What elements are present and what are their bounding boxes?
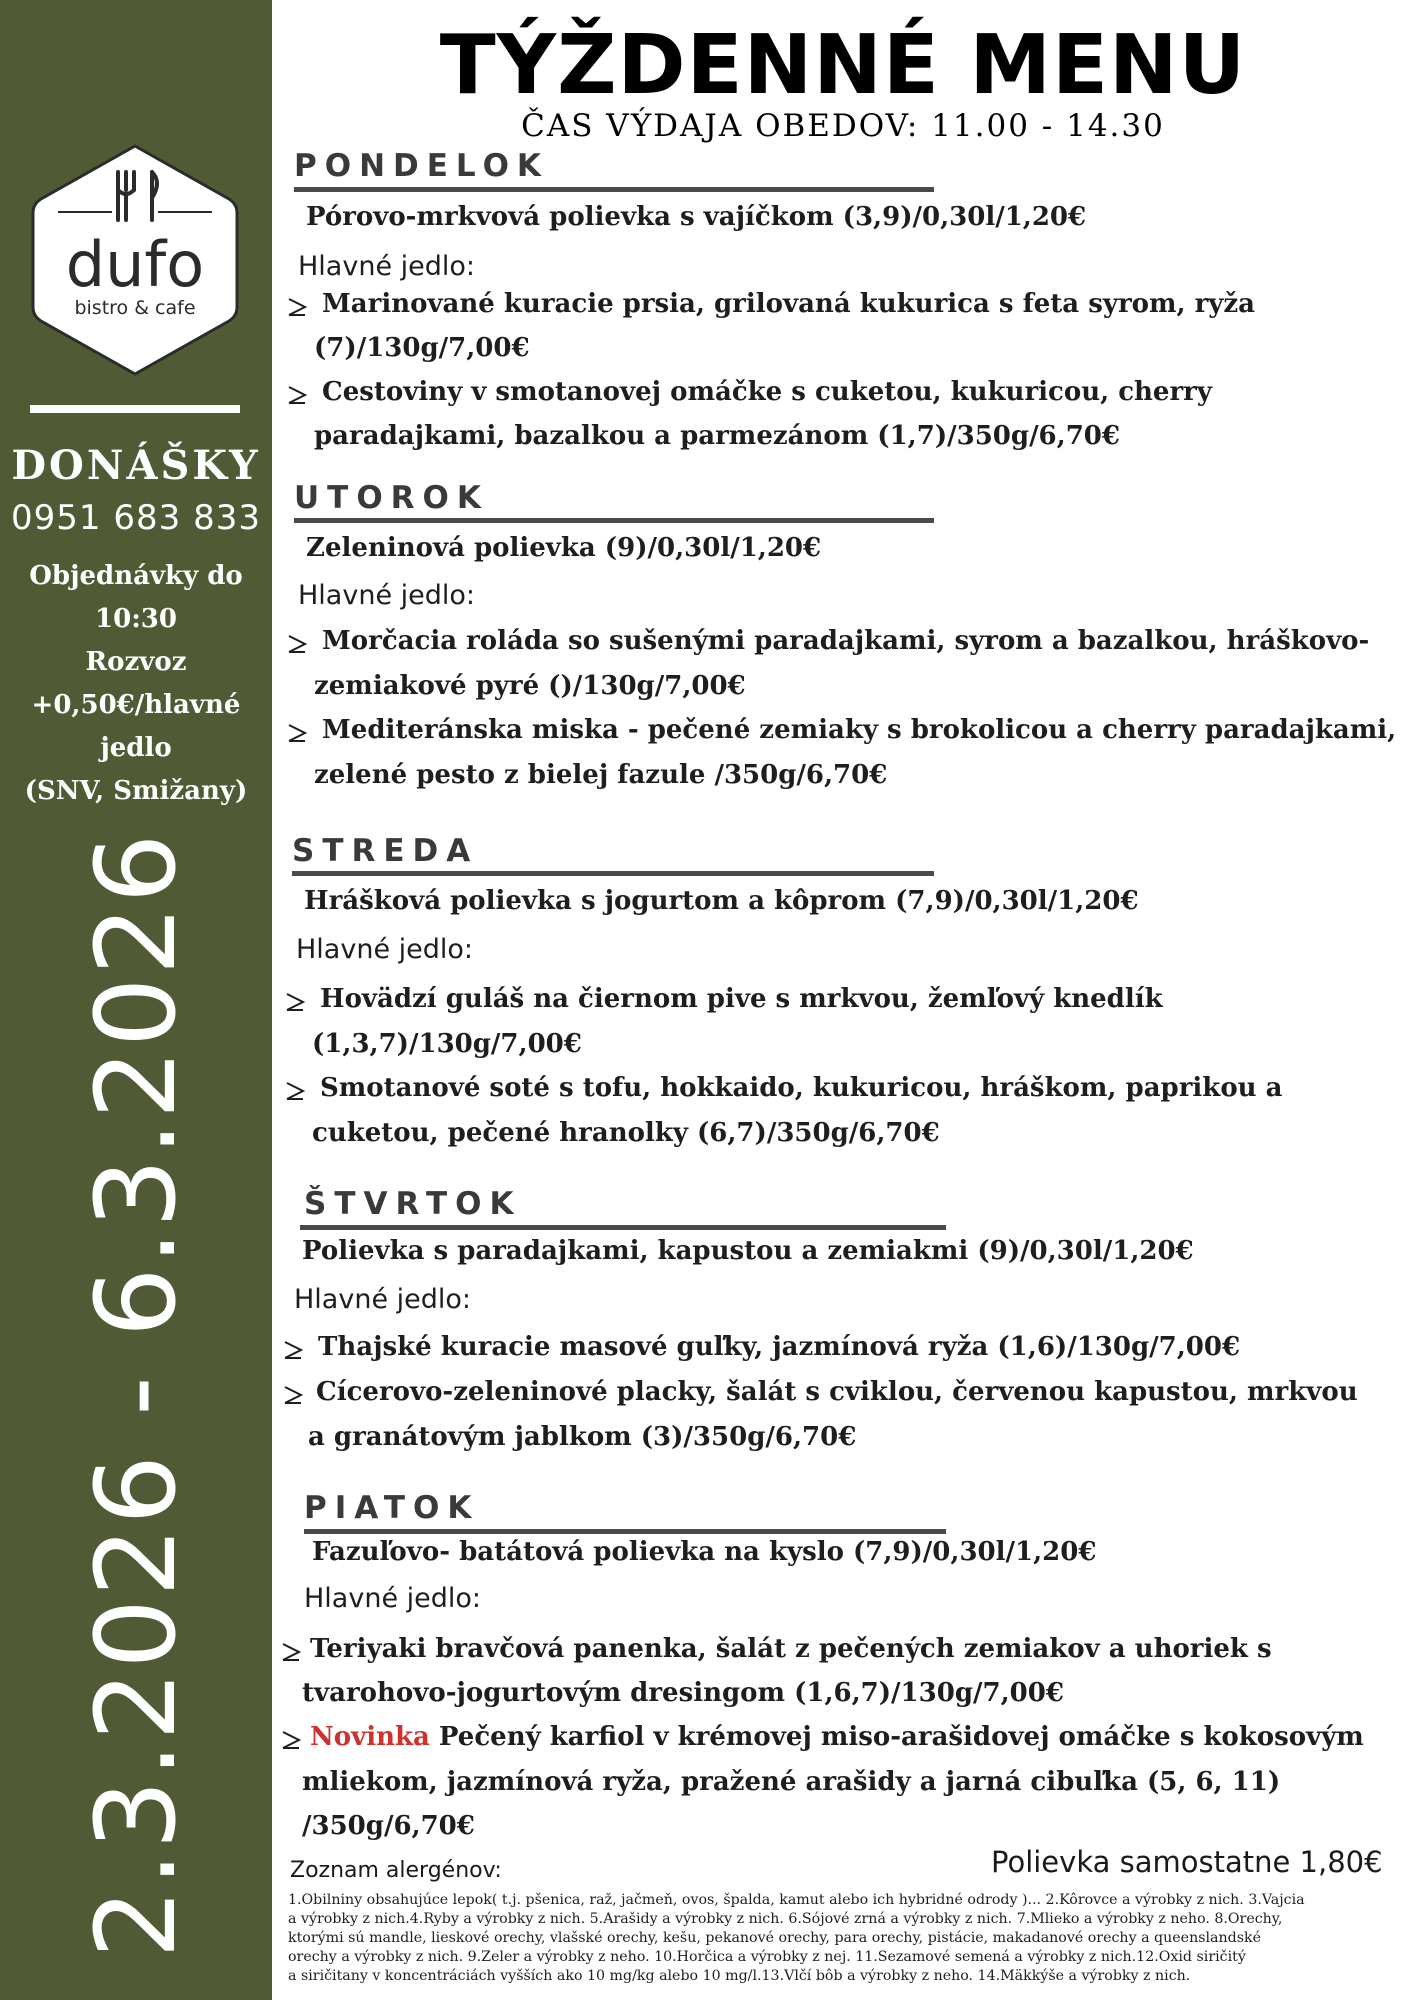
arrow-bullet-icon bbox=[284, 991, 306, 1013]
dish-thursday-2-line-1: Cícerovo-zeleninové placky, šalát s cviklou, červenou kapustou, mrkvou bbox=[316, 1377, 1358, 1407]
soup-wednesday: Hrášková polievka s jogurtom a kôprom (7,9)/0,30l/1,20€ bbox=[304, 886, 1139, 916]
day-header-tuesday: UTOROK bbox=[294, 480, 489, 516]
dish-wednesday-2-line-1: Smotanové soté s tofu, hokkaido, kukuricou, hráškom, paprikou a bbox=[320, 1073, 1283, 1103]
logo-tagline: bistro & cafe bbox=[74, 297, 196, 319]
dish-friday-1-line-2: tvarohovo-jogurtovým dresingom (1,6,7)/130g/7,00€ bbox=[302, 1678, 1064, 1708]
day-header-monday: PONDELOK bbox=[294, 148, 549, 184]
page-title: TÝŽDENNÉ MENU bbox=[439, 18, 1247, 113]
day-divider bbox=[294, 518, 934, 523]
main-dish-label: Hlavné jedlo: bbox=[298, 580, 476, 611]
allergen-line: orechy a výrobky z nich. 9.Zeler a výrobky z neho. 10.Horčica a výrobky z nej. 11.Sezamové semená a výrobky z nich.12.Oxid siričitý bbox=[288, 1949, 1246, 1965]
date-range: 2.3.2026 - 6.3.2026 bbox=[72, 831, 200, 1959]
delivery-info-line: 10:30 bbox=[95, 604, 177, 634]
novinka-badge: Novinka bbox=[310, 1722, 430, 1752]
dish-friday-1-line-1: Teriyaki bravčová panenka, šalát z pečených zemiakov a uhoriek s bbox=[310, 1634, 1272, 1664]
dish-monday-2-line-1: Cestoviny v smotanovej omáčke s cuketou, kukuricou, cherry bbox=[322, 377, 1212, 407]
arrow-bullet-icon bbox=[280, 1729, 302, 1751]
dish-friday-2-line-1 bbox=[310, 1722, 1364, 1752]
sidebar bbox=[0, 0, 272, 2000]
allergen-line: ktorými sú mandle, lieskové orechy, vlašské orechy, kešu, pekanové orechy, para orechy, pistácie, makadanové orechy a queenslandské bbox=[288, 1930, 1261, 1946]
allergen-list-title: Zoznam alergénov: bbox=[290, 1858, 502, 1883]
main-dish-label: Hlavné jedlo: bbox=[298, 251, 476, 282]
arrow-bullet-icon bbox=[282, 1384, 304, 1406]
main-dish-label: Hlavné jedlo: bbox=[296, 934, 474, 965]
dish-monday-2-line-2: paradajkami, bazalkou a parmezánom (1,7)/350g/6,70€ bbox=[314, 421, 1120, 451]
arrow-bullet-icon bbox=[286, 296, 308, 318]
dish-monday-1-line-2: (7)/130g/7,00€ bbox=[314, 333, 530, 363]
dufo-logo bbox=[28, 140, 242, 380]
day-divider bbox=[300, 1225, 946, 1230]
delivery-info-line: jedlo bbox=[100, 733, 172, 763]
arrow-bullet-icon bbox=[286, 633, 308, 655]
soup-friday: Fazuľovo- batátová polievka na kyslo (7,9)/0,30l/1,20€ bbox=[312, 1537, 1097, 1567]
arrow-bullet-icon bbox=[284, 1080, 306, 1102]
main-dish-label: Hlavné jedlo: bbox=[304, 1583, 482, 1614]
delivery-info-line: +0,50€/hlavné bbox=[31, 690, 241, 720]
delivery-info-line: (SNV, Smižany) bbox=[24, 776, 248, 806]
delivery-phone: 0951 683 833 bbox=[11, 498, 261, 538]
dish-wednesday-1-line-1: Hovädzí guláš na čiernom pive s mrkvou, žemľový knedlík bbox=[320, 984, 1163, 1014]
allergen-line: a výrobky z nich.4.Ryby a výrobky z nich. 5.Arašidy a výrobky z nich. 6.Sójové zrná a výrobky z nich. 7.Mlieko a výrobky z neho. 8.Orechy, bbox=[288, 1911, 1283, 1927]
dish-tuesday-2-line-1: Mediteránska miska - pečené zemiaky s brokolicou a cherry paradajkami, bbox=[322, 715, 1397, 745]
dish-friday-2-text: Pečený karfiol v krémovej miso-arašidovej omáčke s kokosovým bbox=[438, 1722, 1364, 1752]
dish-tuesday-1-line-2: zemiakové pyré ()/130g/7,00€ bbox=[314, 671, 746, 701]
dish-tuesday-1-line-1: Morčacia roláda so sušenými paradajkami, syrom a bazalkou, hráškovo- bbox=[322, 626, 1370, 656]
dish-wednesday-1-line-2: (1,3,7)/130g/7,00€ bbox=[312, 1029, 582, 1059]
arrow-bullet-icon bbox=[286, 722, 308, 744]
dish-monday-1-line-1: Marinované kuracie prsia, grilovaná kukurica s feta syrom, ryža bbox=[322, 289, 1256, 319]
day-divider bbox=[292, 871, 934, 876]
allergen-line: a siričitany v koncentráciách vyšších ako 10 mg/kg alebo 10 mg/l.13.Vlčí bôb a výrobky z neho. 14.Mäkkýše a výrobky z nich. bbox=[288, 1968, 1191, 1984]
soup-thursday: Polievka s paradajkami, kapustou a zemiakmi (9)/0,30l/1,20€ bbox=[302, 1236, 1194, 1266]
serving-hours: ČAS VÝDAJA OBEDOV: 11.00 - 14.30 bbox=[521, 108, 1165, 144]
allergen-list bbox=[288, 1891, 1393, 1986]
day-divider bbox=[304, 1529, 946, 1534]
soup-tuesday: Zeleninová polievka (9)/0,30l/1,20€ bbox=[306, 533, 822, 563]
delivery-title: DONÁŠKY bbox=[11, 442, 261, 489]
dish-thursday-2-line-2: a granátovým jablkom (3)/350g/6,70€ bbox=[308, 1422, 857, 1452]
main-dish-label: Hlavné jedlo: bbox=[294, 1284, 472, 1315]
logo-name: dufo bbox=[65, 228, 205, 301]
soup-separately-price: Polievka samostatne 1,80€ bbox=[991, 1845, 1383, 1879]
allergen-line: 1.Obilniny obsahujúce lepok( t.j. pšenica, raž, jačmeň, ovos, špalda, kamut alebo ich hybridné odrody )... 2.Kôrovce a výrobky z nich. 3.Vajcia bbox=[288, 1892, 1305, 1908]
dish-tuesday-2-line-2: zelené pesto z bielej fazule /350g/6,70€ bbox=[314, 760, 888, 790]
arrow-bullet-icon bbox=[280, 1641, 302, 1663]
day-header-thursday: ŠTVRTOK bbox=[304, 1186, 522, 1222]
delivery-info-line: Objednávky do bbox=[29, 561, 243, 591]
soup-monday: Pórovo-mrkvová polievka s vajíčkom (3,9)/0,30l/1,20€ bbox=[306, 202, 1087, 232]
dish-friday-2-line-3: /350g/6,70€ bbox=[302, 1811, 475, 1841]
day-divider bbox=[294, 187, 934, 192]
logo-hexagon bbox=[28, 140, 242, 380]
arrow-bullet-icon bbox=[282, 1339, 304, 1361]
logo-divider bbox=[30, 405, 240, 413]
day-header-wednesday: STREDA bbox=[292, 833, 479, 869]
dish-friday-2-line-2: mliekom, jazmínová ryža, pražené arašidy a jarná cibuľka (5, 6, 11) bbox=[302, 1767, 1281, 1797]
dish-wednesday-2-line-2: cuketou, pečené hranolky (6,7)/350g/6,70€ bbox=[312, 1118, 940, 1148]
dish-thursday-1-line-1: Thajské kuracie masové guľky, jazmínová ryža (1,6)/130g/7,00€ bbox=[318, 1332, 1241, 1362]
arrow-bullet-icon bbox=[286, 384, 308, 406]
day-header-friday: PIATOK bbox=[304, 1490, 480, 1526]
delivery-info-line: Rozvoz bbox=[85, 647, 187, 677]
delivery-info bbox=[0, 555, 272, 813]
